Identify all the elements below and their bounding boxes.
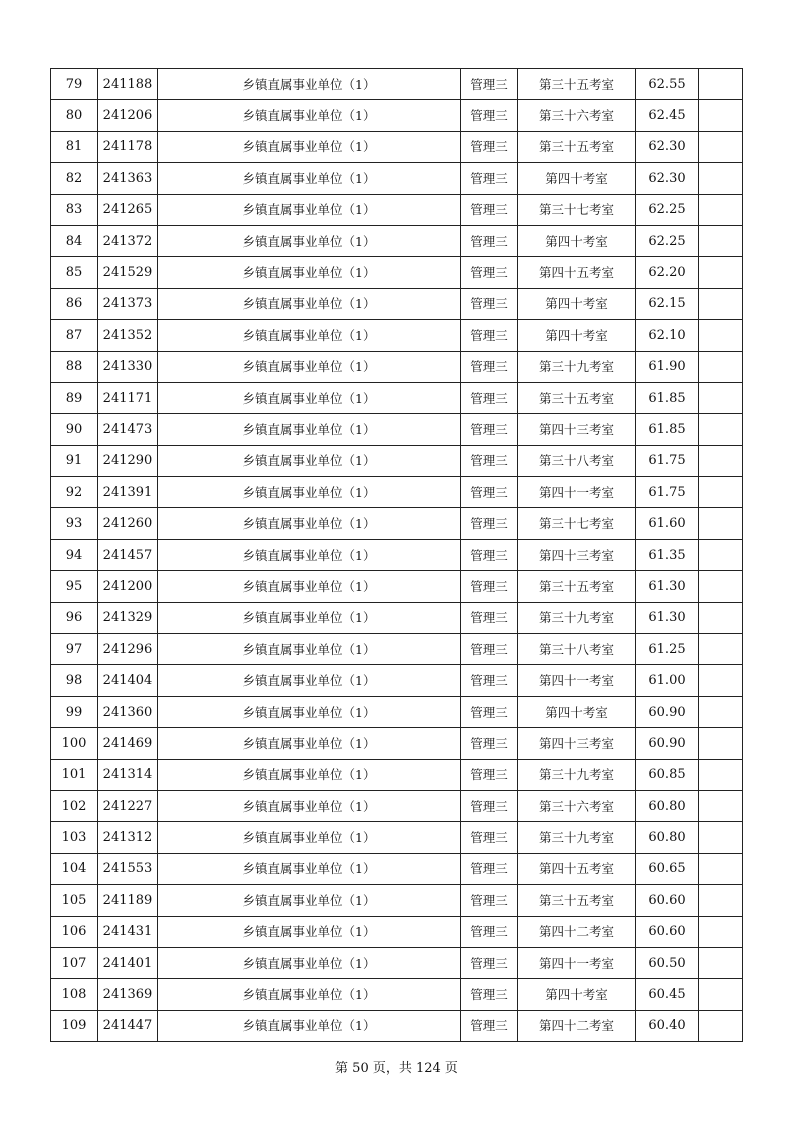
score-cell: 62.30 bbox=[636, 131, 699, 162]
post-cell: 管理三 bbox=[461, 665, 518, 696]
candidate-id-cell: 241330 bbox=[98, 351, 158, 382]
candidate-id-cell: 241369 bbox=[98, 979, 158, 1010]
score-cell: 60.90 bbox=[636, 696, 699, 727]
exam-room-cell: 第四十二考室 bbox=[518, 1010, 636, 1041]
row-number-cell: 91 bbox=[51, 445, 98, 476]
table-row bbox=[51, 69, 743, 100]
candidate-id-cell: 241431 bbox=[98, 916, 158, 947]
unit-name-cell: 乡镇直属事业单位（1） bbox=[158, 759, 461, 790]
exam-room-cell: 第三十七考室 bbox=[518, 508, 636, 539]
unit-name-cell: 乡镇直属事业单位（1） bbox=[158, 445, 461, 476]
unit-name-cell: 乡镇直属事业单位（1） bbox=[158, 477, 461, 508]
candidate-id-cell: 241457 bbox=[98, 539, 158, 570]
score-cell: 61.60 bbox=[636, 508, 699, 539]
candidate-id-cell: 241373 bbox=[98, 288, 158, 319]
table-row bbox=[51, 602, 743, 633]
exam-room-cell: 第三十八考室 bbox=[518, 634, 636, 665]
table-row bbox=[51, 1010, 743, 1041]
candidate-id-cell: 241260 bbox=[98, 508, 158, 539]
exam-room-cell: 第三十九考室 bbox=[518, 822, 636, 853]
row-number-cell: 99 bbox=[51, 696, 98, 727]
candidate-id-cell: 241391 bbox=[98, 477, 158, 508]
row-number-cell: 101 bbox=[51, 759, 98, 790]
exam-room-cell: 第四十考室 bbox=[518, 288, 636, 319]
post-cell: 管理三 bbox=[461, 790, 518, 821]
table-row bbox=[51, 759, 743, 790]
unit-name-cell: 乡镇直属事业单位（1） bbox=[158, 947, 461, 978]
note-cell bbox=[699, 696, 743, 727]
table-row bbox=[51, 382, 743, 413]
note-cell bbox=[699, 320, 743, 351]
unit-name-cell: 乡镇直属事业单位（1） bbox=[158, 100, 461, 131]
unit-name-cell: 乡镇直属事业单位（1） bbox=[158, 69, 461, 100]
score-cell: 61.75 bbox=[636, 477, 699, 508]
score-cell: 61.85 bbox=[636, 414, 699, 445]
score-cell: 61.00 bbox=[636, 665, 699, 696]
note-cell bbox=[699, 163, 743, 194]
score-cell: 60.85 bbox=[636, 759, 699, 790]
score-cell: 60.80 bbox=[636, 822, 699, 853]
note-cell bbox=[699, 885, 743, 916]
note-cell bbox=[699, 665, 743, 696]
note-cell bbox=[699, 351, 743, 382]
score-cell: 61.30 bbox=[636, 571, 699, 602]
post-cell: 管理三 bbox=[461, 885, 518, 916]
note-cell bbox=[699, 445, 743, 476]
table-row bbox=[51, 790, 743, 821]
unit-name-cell: 乡镇直属事业单位（1） bbox=[158, 257, 461, 288]
score-cell: 61.30 bbox=[636, 602, 699, 633]
exam-room-cell: 第三十七考室 bbox=[518, 194, 636, 225]
unit-name-cell: 乡镇直属事业单位（1） bbox=[158, 790, 461, 821]
post-cell: 管理三 bbox=[461, 131, 518, 162]
score-cell: 60.80 bbox=[636, 790, 699, 821]
page-footer: 第 50 页，共 124 页 bbox=[335, 1061, 458, 1076]
row-number-cell: 87 bbox=[51, 320, 98, 351]
exam-room-cell: 第三十五考室 bbox=[518, 571, 636, 602]
candidate-id-cell: 241188 bbox=[98, 69, 158, 100]
note-cell bbox=[699, 916, 743, 947]
candidate-id-cell: 241404 bbox=[98, 665, 158, 696]
post-cell: 管理三 bbox=[461, 320, 518, 351]
row-number-cell: 105 bbox=[51, 885, 98, 916]
exam-room-cell: 第四十三考室 bbox=[518, 414, 636, 445]
unit-name-cell: 乡镇直属事业单位（1） bbox=[158, 979, 461, 1010]
post-cell: 管理三 bbox=[461, 288, 518, 319]
table-row bbox=[51, 696, 743, 727]
score-cell: 61.90 bbox=[636, 351, 699, 382]
post-cell: 管理三 bbox=[461, 351, 518, 382]
post-cell: 管理三 bbox=[461, 100, 518, 131]
candidate-id-cell: 241469 bbox=[98, 728, 158, 759]
unit-name-cell: 乡镇直属事业单位（1） bbox=[158, 163, 461, 194]
unit-name-cell: 乡镇直属事业单位（1） bbox=[158, 571, 461, 602]
score-cell: 62.45 bbox=[636, 100, 699, 131]
row-number-cell: 82 bbox=[51, 163, 98, 194]
table-row bbox=[51, 194, 743, 225]
score-cell: 60.90 bbox=[636, 728, 699, 759]
post-cell: 管理三 bbox=[461, 382, 518, 413]
note-cell bbox=[699, 477, 743, 508]
exam-room-cell: 第四十考室 bbox=[518, 320, 636, 351]
post-cell: 管理三 bbox=[461, 602, 518, 633]
note-cell bbox=[699, 414, 743, 445]
row-number-cell: 103 bbox=[51, 822, 98, 853]
table-row bbox=[51, 947, 743, 978]
score-cell: 62.10 bbox=[636, 320, 699, 351]
post-cell: 管理三 bbox=[461, 539, 518, 570]
unit-name-cell: 乡镇直属事业单位（1） bbox=[158, 853, 461, 884]
score-cell: 60.60 bbox=[636, 916, 699, 947]
unit-name-cell: 乡镇直属事业单位（1） bbox=[158, 382, 461, 413]
table-row bbox=[51, 508, 743, 539]
table-row bbox=[51, 257, 743, 288]
post-cell: 管理三 bbox=[461, 853, 518, 884]
table-row bbox=[51, 225, 743, 256]
score-cell: 61.75 bbox=[636, 445, 699, 476]
post-cell: 管理三 bbox=[461, 445, 518, 476]
exam-room-cell: 第三十六考室 bbox=[518, 790, 636, 821]
candidate-id-cell: 241352 bbox=[98, 320, 158, 351]
unit-name-cell: 乡镇直属事业单位（1） bbox=[158, 508, 461, 539]
row-number-cell: 79 bbox=[51, 69, 98, 100]
unit-name-cell: 乡镇直属事业单位（1） bbox=[158, 320, 461, 351]
row-number-cell: 102 bbox=[51, 790, 98, 821]
score-cell: 62.25 bbox=[636, 194, 699, 225]
exam-room-cell: 第三十五考室 bbox=[518, 885, 636, 916]
exam-room-cell: 第三十九考室 bbox=[518, 759, 636, 790]
unit-name-cell: 乡镇直属事业单位（1） bbox=[158, 131, 461, 162]
row-number-cell: 89 bbox=[51, 382, 98, 413]
table-row bbox=[51, 571, 743, 602]
exam-room-cell: 第三十八考室 bbox=[518, 445, 636, 476]
row-number-cell: 97 bbox=[51, 634, 98, 665]
row-number-cell: 85 bbox=[51, 257, 98, 288]
note-cell bbox=[699, 257, 743, 288]
candidate-id-cell: 241553 bbox=[98, 853, 158, 884]
row-number-cell: 80 bbox=[51, 100, 98, 131]
note-cell bbox=[699, 759, 743, 790]
row-number-cell: 100 bbox=[51, 728, 98, 759]
table-row bbox=[51, 163, 743, 194]
score-cell: 61.25 bbox=[636, 634, 699, 665]
row-number-cell: 96 bbox=[51, 602, 98, 633]
exam-room-cell: 第四十考室 bbox=[518, 696, 636, 727]
row-number-cell: 90 bbox=[51, 414, 98, 445]
unit-name-cell: 乡镇直属事业单位（1） bbox=[158, 634, 461, 665]
candidate-id-cell: 241447 bbox=[98, 1010, 158, 1041]
unit-name-cell: 乡镇直属事业单位（1） bbox=[158, 539, 461, 570]
note-cell bbox=[699, 288, 743, 319]
row-number-cell: 109 bbox=[51, 1010, 98, 1041]
exam-room-cell: 第四十五考室 bbox=[518, 257, 636, 288]
exam-room-cell: 第四十考室 bbox=[518, 979, 636, 1010]
score-cell: 62.15 bbox=[636, 288, 699, 319]
unit-name-cell: 乡镇直属事业单位（1） bbox=[158, 822, 461, 853]
note-cell bbox=[699, 602, 743, 633]
table-row bbox=[51, 822, 743, 853]
table-row bbox=[51, 351, 743, 382]
unit-name-cell: 乡镇直属事业单位（1） bbox=[158, 696, 461, 727]
note-cell bbox=[699, 131, 743, 162]
row-number-cell: 88 bbox=[51, 351, 98, 382]
note-cell bbox=[699, 571, 743, 602]
unit-name-cell: 乡镇直属事业单位（1） bbox=[158, 885, 461, 916]
note-cell bbox=[699, 508, 743, 539]
score-cell: 61.35 bbox=[636, 539, 699, 570]
table-row bbox=[51, 445, 743, 476]
exam-room-cell: 第三十五考室 bbox=[518, 131, 636, 162]
exam-room-cell: 第三十五考室 bbox=[518, 69, 636, 100]
post-cell: 管理三 bbox=[461, 257, 518, 288]
note-cell bbox=[699, 539, 743, 570]
note-cell bbox=[699, 382, 743, 413]
row-number-cell: 98 bbox=[51, 665, 98, 696]
score-table-container bbox=[50, 68, 743, 1042]
exam-room-cell: 第三十六考室 bbox=[518, 100, 636, 131]
post-cell: 管理三 bbox=[461, 979, 518, 1010]
post-cell: 管理三 bbox=[461, 1010, 518, 1041]
score-cell: 62.25 bbox=[636, 225, 699, 256]
score-cell: 62.30 bbox=[636, 163, 699, 194]
row-number-cell: 94 bbox=[51, 539, 98, 570]
table-row bbox=[51, 728, 743, 759]
table-row bbox=[51, 477, 743, 508]
post-cell: 管理三 bbox=[461, 759, 518, 790]
note-cell bbox=[699, 947, 743, 978]
table-row bbox=[51, 853, 743, 884]
exam-room-cell: 第四十一考室 bbox=[518, 477, 636, 508]
row-number-cell: 107 bbox=[51, 947, 98, 978]
candidate-id-cell: 241227 bbox=[98, 790, 158, 821]
candidate-id-cell: 241171 bbox=[98, 382, 158, 413]
exam-room-cell: 第四十考室 bbox=[518, 225, 636, 256]
row-number-cell: 108 bbox=[51, 979, 98, 1010]
table-row bbox=[51, 414, 743, 445]
post-cell: 管理三 bbox=[461, 163, 518, 194]
score-cell: 62.55 bbox=[636, 69, 699, 100]
unit-name-cell: 乡镇直属事业单位（1） bbox=[158, 414, 461, 445]
post-cell: 管理三 bbox=[461, 916, 518, 947]
candidate-id-cell: 241189 bbox=[98, 885, 158, 916]
score-cell: 60.40 bbox=[636, 1010, 699, 1041]
candidate-id-cell: 241360 bbox=[98, 696, 158, 727]
unit-name-cell: 乡镇直属事业单位（1） bbox=[158, 916, 461, 947]
score-cell: 61.85 bbox=[636, 382, 699, 413]
row-number-cell: 106 bbox=[51, 916, 98, 947]
exam-room-cell: 第三十五考室 bbox=[518, 382, 636, 413]
table-row bbox=[51, 634, 743, 665]
row-number-cell: 95 bbox=[51, 571, 98, 602]
unit-name-cell: 乡镇直属事业单位（1） bbox=[158, 602, 461, 633]
note-cell bbox=[699, 194, 743, 225]
exam-room-cell: 第四十考室 bbox=[518, 163, 636, 194]
post-cell: 管理三 bbox=[461, 696, 518, 727]
table-row bbox=[51, 320, 743, 351]
exam-room-cell: 第四十二考室 bbox=[518, 916, 636, 947]
note-cell bbox=[699, 69, 743, 100]
candidate-id-cell: 241372 bbox=[98, 225, 158, 256]
row-number-cell: 83 bbox=[51, 194, 98, 225]
candidate-id-cell: 241473 bbox=[98, 414, 158, 445]
table-row bbox=[51, 979, 743, 1010]
table-row bbox=[51, 885, 743, 916]
row-number-cell: 84 bbox=[51, 225, 98, 256]
post-cell: 管理三 bbox=[461, 69, 518, 100]
candidate-id-cell: 241200 bbox=[98, 571, 158, 602]
table-row bbox=[51, 100, 743, 131]
exam-room-cell: 第三十九考室 bbox=[518, 351, 636, 382]
candidate-id-cell: 241290 bbox=[98, 445, 158, 476]
note-cell bbox=[699, 225, 743, 256]
unit-name-cell: 乡镇直属事业单位（1） bbox=[158, 351, 461, 382]
post-cell: 管理三 bbox=[461, 414, 518, 445]
candidate-id-cell: 241529 bbox=[98, 257, 158, 288]
unit-name-cell: 乡镇直属事业单位（1） bbox=[158, 665, 461, 696]
unit-name-cell: 乡镇直属事业单位（1） bbox=[158, 288, 461, 319]
score-cell: 60.60 bbox=[636, 885, 699, 916]
post-cell: 管理三 bbox=[461, 194, 518, 225]
unit-name-cell: 乡镇直属事业单位（1） bbox=[158, 194, 461, 225]
unit-name-cell: 乡镇直属事业单位（1） bbox=[158, 728, 461, 759]
exam-room-cell: 第四十五考室 bbox=[518, 853, 636, 884]
post-cell: 管理三 bbox=[461, 477, 518, 508]
post-cell: 管理三 bbox=[461, 728, 518, 759]
candidate-id-cell: 241178 bbox=[98, 131, 158, 162]
table-row bbox=[51, 288, 743, 319]
post-cell: 管理三 bbox=[461, 225, 518, 256]
table-row bbox=[51, 665, 743, 696]
note-cell bbox=[699, 822, 743, 853]
row-number-cell: 92 bbox=[51, 477, 98, 508]
table-row bbox=[51, 131, 743, 162]
candidate-id-cell: 241401 bbox=[98, 947, 158, 978]
score-cell: 60.45 bbox=[636, 979, 699, 1010]
exam-room-cell: 第三十九考室 bbox=[518, 602, 636, 633]
candidate-id-cell: 241265 bbox=[98, 194, 158, 225]
candidate-id-cell: 241363 bbox=[98, 163, 158, 194]
score-cell: 60.50 bbox=[636, 947, 699, 978]
candidate-id-cell: 241296 bbox=[98, 634, 158, 665]
table-row bbox=[51, 916, 743, 947]
candidate-id-cell: 241329 bbox=[98, 602, 158, 633]
row-number-cell: 93 bbox=[51, 508, 98, 539]
note-cell bbox=[699, 853, 743, 884]
unit-name-cell: 乡镇直属事业单位（1） bbox=[158, 225, 461, 256]
note-cell bbox=[699, 979, 743, 1010]
table-row bbox=[51, 539, 743, 570]
score-cell: 62.20 bbox=[636, 257, 699, 288]
note-cell bbox=[699, 728, 743, 759]
score-cell: 60.65 bbox=[636, 853, 699, 884]
post-cell: 管理三 bbox=[461, 947, 518, 978]
note-cell bbox=[699, 1010, 743, 1041]
post-cell: 管理三 bbox=[461, 508, 518, 539]
note-cell bbox=[699, 790, 743, 821]
post-cell: 管理三 bbox=[461, 571, 518, 602]
note-cell bbox=[699, 100, 743, 131]
exam-room-cell: 第四十一考室 bbox=[518, 665, 636, 696]
row-number-cell: 104 bbox=[51, 853, 98, 884]
candidate-id-cell: 241314 bbox=[98, 759, 158, 790]
score-table bbox=[50, 68, 743, 1042]
post-cell: 管理三 bbox=[461, 634, 518, 665]
row-number-cell: 86 bbox=[51, 288, 98, 319]
post-cell: 管理三 bbox=[461, 822, 518, 853]
table-body bbox=[51, 69, 743, 1042]
candidate-id-cell: 241312 bbox=[98, 822, 158, 853]
exam-room-cell: 第四十三考室 bbox=[518, 539, 636, 570]
exam-room-cell: 第四十一考室 bbox=[518, 947, 636, 978]
exam-room-cell: 第四十三考室 bbox=[518, 728, 636, 759]
candidate-id-cell: 241206 bbox=[98, 100, 158, 131]
unit-name-cell: 乡镇直属事业单位（1） bbox=[158, 1010, 461, 1041]
row-number-cell: 81 bbox=[51, 131, 98, 162]
note-cell bbox=[699, 634, 743, 665]
